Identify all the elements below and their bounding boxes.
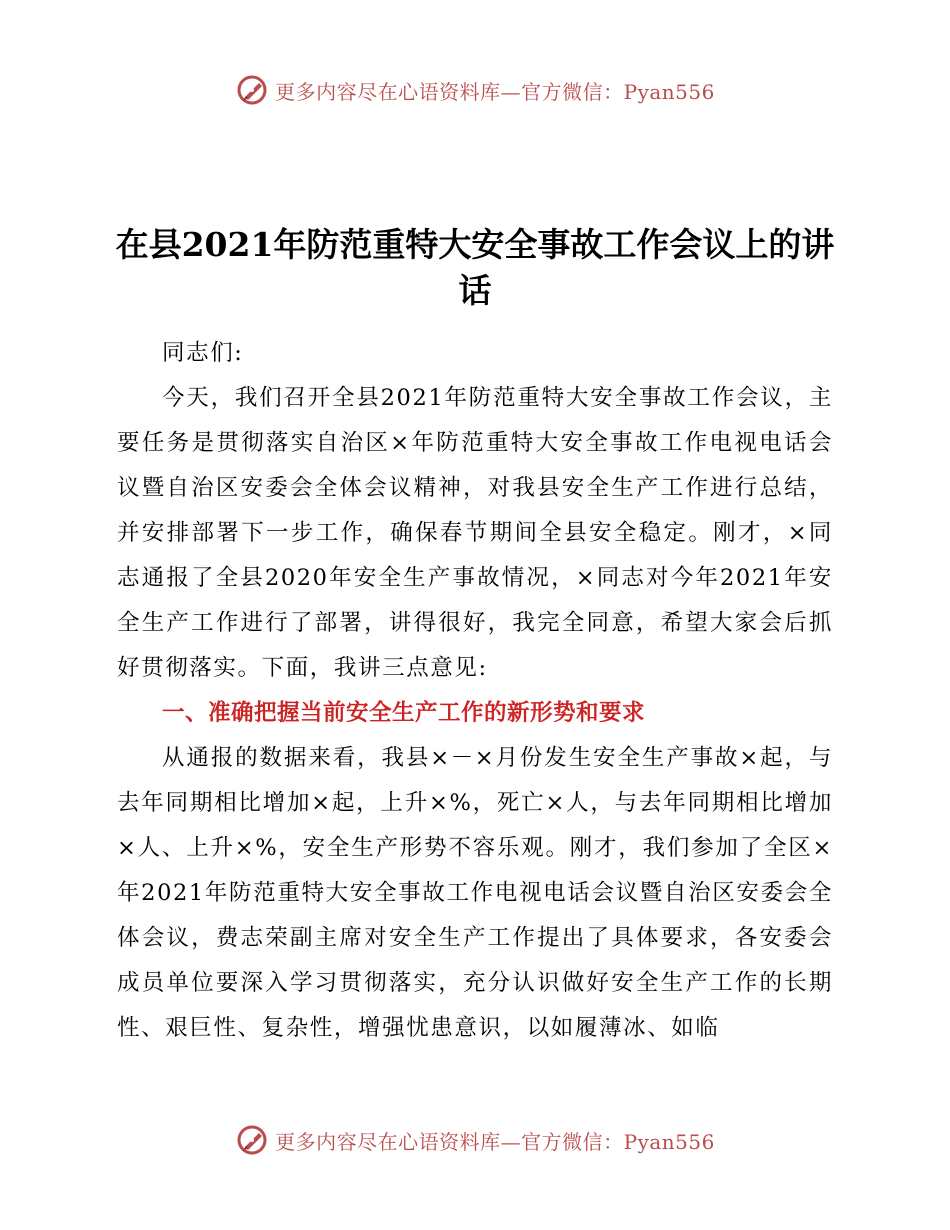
paragraph: 从通报的数据来看，我县×－×月份发生安全生产事故×起，与去年同期相比增加×起，上升×%，死亡×人，与去年同期相比增加×人、上升×%，安全生产形势不容乐观。刚才，我们参加了全区×年2021年防范重特大安全事故工作电视电话会议暨自治区安委会全体会议，费志荣副主席对安全生产工作提出了具体要求，各安委会成员单位要深入学习贯彻落实，充分认识做好安全生产工作的长期性、艰巨性、复杂性，增强忧患意识，以如履薄冰、如临	[117, 745, 833, 1041]
paragraph: 今天，我们召开全县2021年防范重特大安全事故工作会议，主要任务是贯彻落实自治区×年防范重特大安全事故工作电视电话会议暨自治区安委会全体会议精神，对我县安全生产工作进行总结，并安排部署下一步工作，确保春节期间全县安全稳定。刚才，×同志通报了全县2020年安全生产事故情况，×同志对今年2021年安全生产工作进行了部署，讲得很好，我完全同意，希望大家会后抓好贯彻落实。下面，我讲三点意见:	[117, 385, 833, 681]
header-watermark-banner	[0, 70, 950, 110]
fountain-pen-logo-icon	[235, 73, 269, 107]
watermark-text: 更多内容尽在心语资料库—官方微信：Pyan556	[275, 1129, 715, 1154]
footer-watermark-banner	[0, 1120, 950, 1160]
fountain-pen-logo-icon	[235, 1123, 269, 1157]
document-body	[117, 331, 833, 1051]
watermark-text: 更多内容尽在心语资料库—官方微信：Pyan556	[275, 79, 715, 104]
salutation: 同志们:	[162, 340, 244, 366]
section-heading: 一、准确把握当前安全生产工作的新形势和要求	[162, 700, 646, 726]
document-title: 在县2021年防范重特大安全事故工作会议上的讲话	[115, 225, 835, 310]
